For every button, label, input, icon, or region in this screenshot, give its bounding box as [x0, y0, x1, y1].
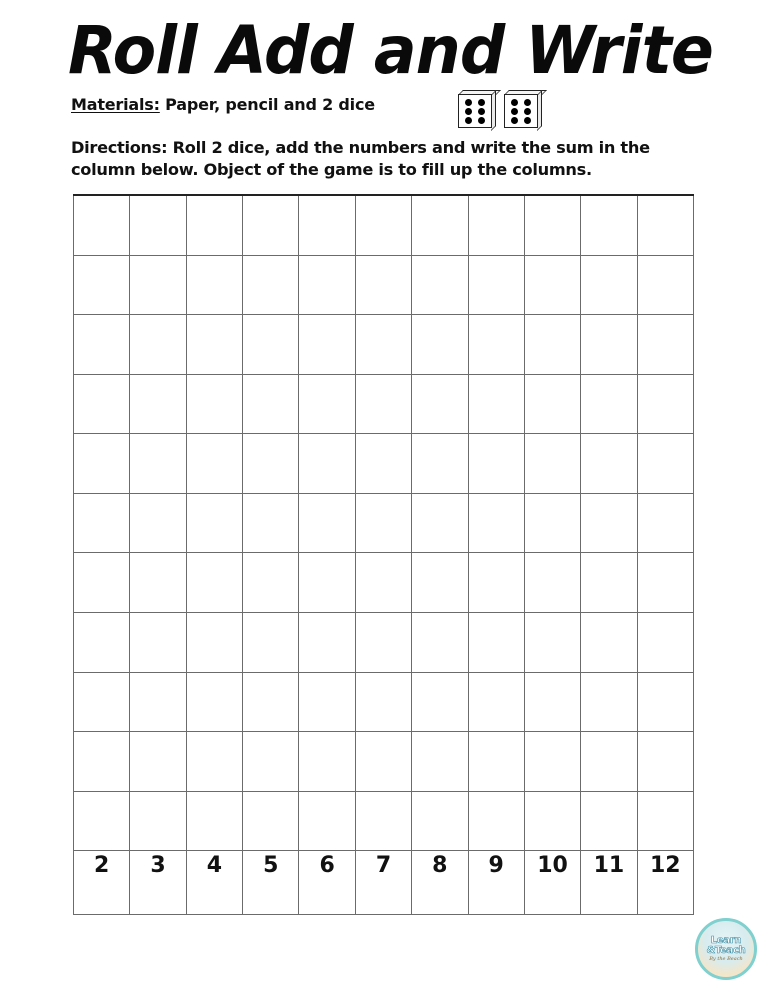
grid-cell[interactable]	[243, 672, 299, 732]
grid-cell[interactable]	[468, 493, 524, 553]
grid-cell[interactable]	[243, 553, 299, 613]
grid-cell[interactable]	[243, 374, 299, 434]
grid-row	[74, 613, 694, 673]
grid-cell[interactable]	[355, 613, 411, 673]
grid-cell[interactable]	[74, 553, 130, 613]
grid-cell[interactable]	[130, 255, 186, 315]
column-label-sum: 11	[581, 851, 637, 915]
page-title: Roll Add and Write	[68, 12, 713, 89]
grid-cell[interactable]	[74, 195, 130, 255]
grid-cell[interactable]	[299, 374, 355, 434]
grid-cell[interactable]	[186, 791, 242, 851]
grid-cell[interactable]	[130, 732, 186, 792]
grid-cell[interactable]	[468, 791, 524, 851]
grid-cell[interactable]	[130, 791, 186, 851]
grid-cell[interactable]	[74, 613, 130, 673]
grid-cell[interactable]	[130, 195, 186, 255]
grid-cell[interactable]	[186, 732, 242, 792]
grid-cell[interactable]	[243, 315, 299, 375]
grid-cell[interactable]	[581, 613, 637, 673]
grid-cell[interactable]	[524, 553, 580, 613]
grid-cell[interactable]	[130, 672, 186, 732]
grid-cell[interactable]	[581, 255, 637, 315]
grid-cell[interactable]	[637, 195, 693, 255]
grid-row	[74, 553, 694, 613]
grid-cell[interactable]	[355, 672, 411, 732]
grid-cell[interactable]	[524, 613, 580, 673]
grid-cell[interactable]	[74, 791, 130, 851]
grid-cell[interactable]	[243, 493, 299, 553]
grid-cell[interactable]	[412, 672, 468, 732]
grid-cell[interactable]	[412, 613, 468, 673]
grid-cell[interactable]	[637, 732, 693, 792]
grid-row	[74, 732, 694, 792]
grid-cell[interactable]	[468, 315, 524, 375]
grid-cell[interactable]	[355, 195, 411, 255]
grid-cell[interactable]	[186, 553, 242, 613]
grid-cell[interactable]	[130, 315, 186, 375]
grid-cell[interactable]	[524, 493, 580, 553]
logo-line-2: &Teach	[706, 944, 746, 956]
column-label-sum: 10	[524, 851, 580, 915]
grid-cell[interactable]	[130, 493, 186, 553]
column-label-sum: 6	[299, 851, 355, 915]
grid-cell[interactable]	[299, 434, 355, 494]
grid-cell[interactable]	[468, 613, 524, 673]
grid-cell[interactable]	[412, 791, 468, 851]
column-label-sum: 2	[74, 851, 130, 915]
grid-cell[interactable]	[299, 613, 355, 673]
column-label-sum: 4	[186, 851, 242, 915]
column-label-sum: 9	[468, 851, 524, 915]
grid-cell[interactable]	[299, 791, 355, 851]
grid-cell[interactable]	[524, 374, 580, 434]
grid-cell[interactable]	[581, 553, 637, 613]
grid-cell[interactable]	[581, 374, 637, 434]
column-label-sum: 12	[637, 851, 693, 915]
grid-cell[interactable]	[581, 732, 637, 792]
grid-cell[interactable]	[243, 195, 299, 255]
grid-cell[interactable]	[299, 553, 355, 613]
grid-cell[interactable]	[637, 791, 693, 851]
grid-cell[interactable]	[524, 315, 580, 375]
grid-cell[interactable]	[299, 672, 355, 732]
grid-cell[interactable]	[637, 315, 693, 375]
column-label-sum: 3	[130, 851, 186, 915]
grid-cell[interactable]	[637, 493, 693, 553]
grid-cell[interactable]	[299, 315, 355, 375]
grid-cell[interactable]	[412, 315, 468, 375]
grid-cell[interactable]	[186, 434, 242, 494]
grid-cell[interactable]	[355, 315, 411, 375]
grid-cell[interactable]	[412, 255, 468, 315]
grid-cell[interactable]	[412, 374, 468, 434]
logo-line-1: Learn	[710, 934, 742, 946]
grid-cell[interactable]	[355, 255, 411, 315]
grid-cell[interactable]	[74, 732, 130, 792]
grid-cell[interactable]	[412, 493, 468, 553]
grid-cell[interactable]	[581, 434, 637, 494]
learn-teach-logo	[695, 918, 757, 980]
grid-cell[interactable]	[243, 732, 299, 792]
grid-cell[interactable]	[355, 732, 411, 792]
grid-cell[interactable]	[243, 791, 299, 851]
directions-text: Directions: Roll 2 dice, add the numbers and write the sum in the column below. Object of the game is to fill up the columns.	[71, 138, 650, 179]
grid-row	[74, 434, 694, 494]
grid-cell[interactable]	[581, 493, 637, 553]
grid-cell[interactable]	[468, 553, 524, 613]
grid-cell[interactable]	[468, 434, 524, 494]
grid-row	[74, 791, 694, 851]
grid-cell[interactable]	[637, 553, 693, 613]
grid-cell[interactable]	[468, 374, 524, 434]
materials-line	[71, 94, 375, 116]
grid-cell[interactable]	[74, 672, 130, 732]
grid-cell[interactable]	[299, 255, 355, 315]
grid-cell[interactable]	[186, 493, 242, 553]
grid-cell[interactable]	[186, 195, 242, 255]
grid-row	[74, 255, 694, 315]
grid-row	[74, 672, 694, 732]
grid-cell[interactable]	[524, 195, 580, 255]
grid-row	[74, 493, 694, 553]
grid-cell[interactable]	[468, 732, 524, 792]
grid-cell[interactable]	[243, 255, 299, 315]
logo-line-3: By the Beach	[709, 955, 743, 962]
grid-cell[interactable]	[412, 434, 468, 494]
grid-cell[interactable]	[299, 195, 355, 255]
grid-cell[interactable]	[130, 553, 186, 613]
grid-cell[interactable]	[74, 374, 130, 434]
grid-cell[interactable]	[524, 791, 580, 851]
grid-cell[interactable]	[637, 255, 693, 315]
grid-cell[interactable]	[243, 434, 299, 494]
grid-cell[interactable]	[412, 732, 468, 792]
grid-cell[interactable]	[299, 732, 355, 792]
die-six-icon	[458, 90, 498, 130]
column-label-row	[74, 851, 694, 915]
grid-cell[interactable]	[74, 255, 130, 315]
grid-cell[interactable]	[130, 613, 186, 673]
grid-cell[interactable]	[355, 434, 411, 494]
grid-cell[interactable]	[581, 791, 637, 851]
grid-cell[interactable]	[130, 434, 186, 494]
dice-illustration	[458, 90, 544, 130]
grid-cell[interactable]	[299, 493, 355, 553]
grid-cell[interactable]	[637, 434, 693, 494]
grid-cell[interactable]	[74, 434, 130, 494]
grid-cell[interactable]	[468, 255, 524, 315]
grid-cell[interactable]	[186, 255, 242, 315]
grid-cell[interactable]	[355, 374, 411, 434]
column-label-sum: 5	[243, 851, 299, 915]
grid-cell[interactable]	[581, 672, 637, 732]
grid-cell[interactable]	[524, 672, 580, 732]
grid-cell[interactable]	[468, 195, 524, 255]
grid-cell[interactable]	[468, 672, 524, 732]
grid-cell[interactable]	[412, 195, 468, 255]
grid-cell[interactable]	[524, 434, 580, 494]
grid-cell[interactable]	[186, 374, 242, 434]
grid-cell[interactable]	[186, 613, 242, 673]
grid-cell[interactable]	[637, 374, 693, 434]
grid-cell[interactable]	[412, 553, 468, 613]
materials-text: Paper, pencil and 2 dice	[159, 95, 375, 114]
materials-label: Materials:	[71, 95, 160, 114]
grid-cell[interactable]	[186, 315, 242, 375]
grid-cell[interactable]	[581, 195, 637, 255]
grid-row	[74, 374, 694, 434]
grid-cell[interactable]	[243, 613, 299, 673]
grid-cell[interactable]	[524, 732, 580, 792]
grid-cell[interactable]	[355, 791, 411, 851]
column-label-sum: 7	[355, 851, 411, 915]
grid-cell[interactable]	[355, 553, 411, 613]
grid-cell[interactable]	[637, 613, 693, 673]
grid-cell[interactable]	[130, 374, 186, 434]
sum-tally-grid	[73, 194, 694, 915]
grid-cell[interactable]	[637, 672, 693, 732]
grid-cell[interactable]	[74, 315, 130, 375]
die-six-icon	[504, 90, 544, 130]
grid-cell[interactable]	[524, 255, 580, 315]
grid-cell[interactable]	[581, 315, 637, 375]
column-label-sum: 8	[412, 851, 468, 915]
grid-row	[74, 315, 694, 375]
grid-row	[74, 195, 694, 255]
grid-cell[interactable]	[186, 672, 242, 732]
grid-cell[interactable]	[355, 493, 411, 553]
grid-cell[interactable]	[74, 493, 130, 553]
